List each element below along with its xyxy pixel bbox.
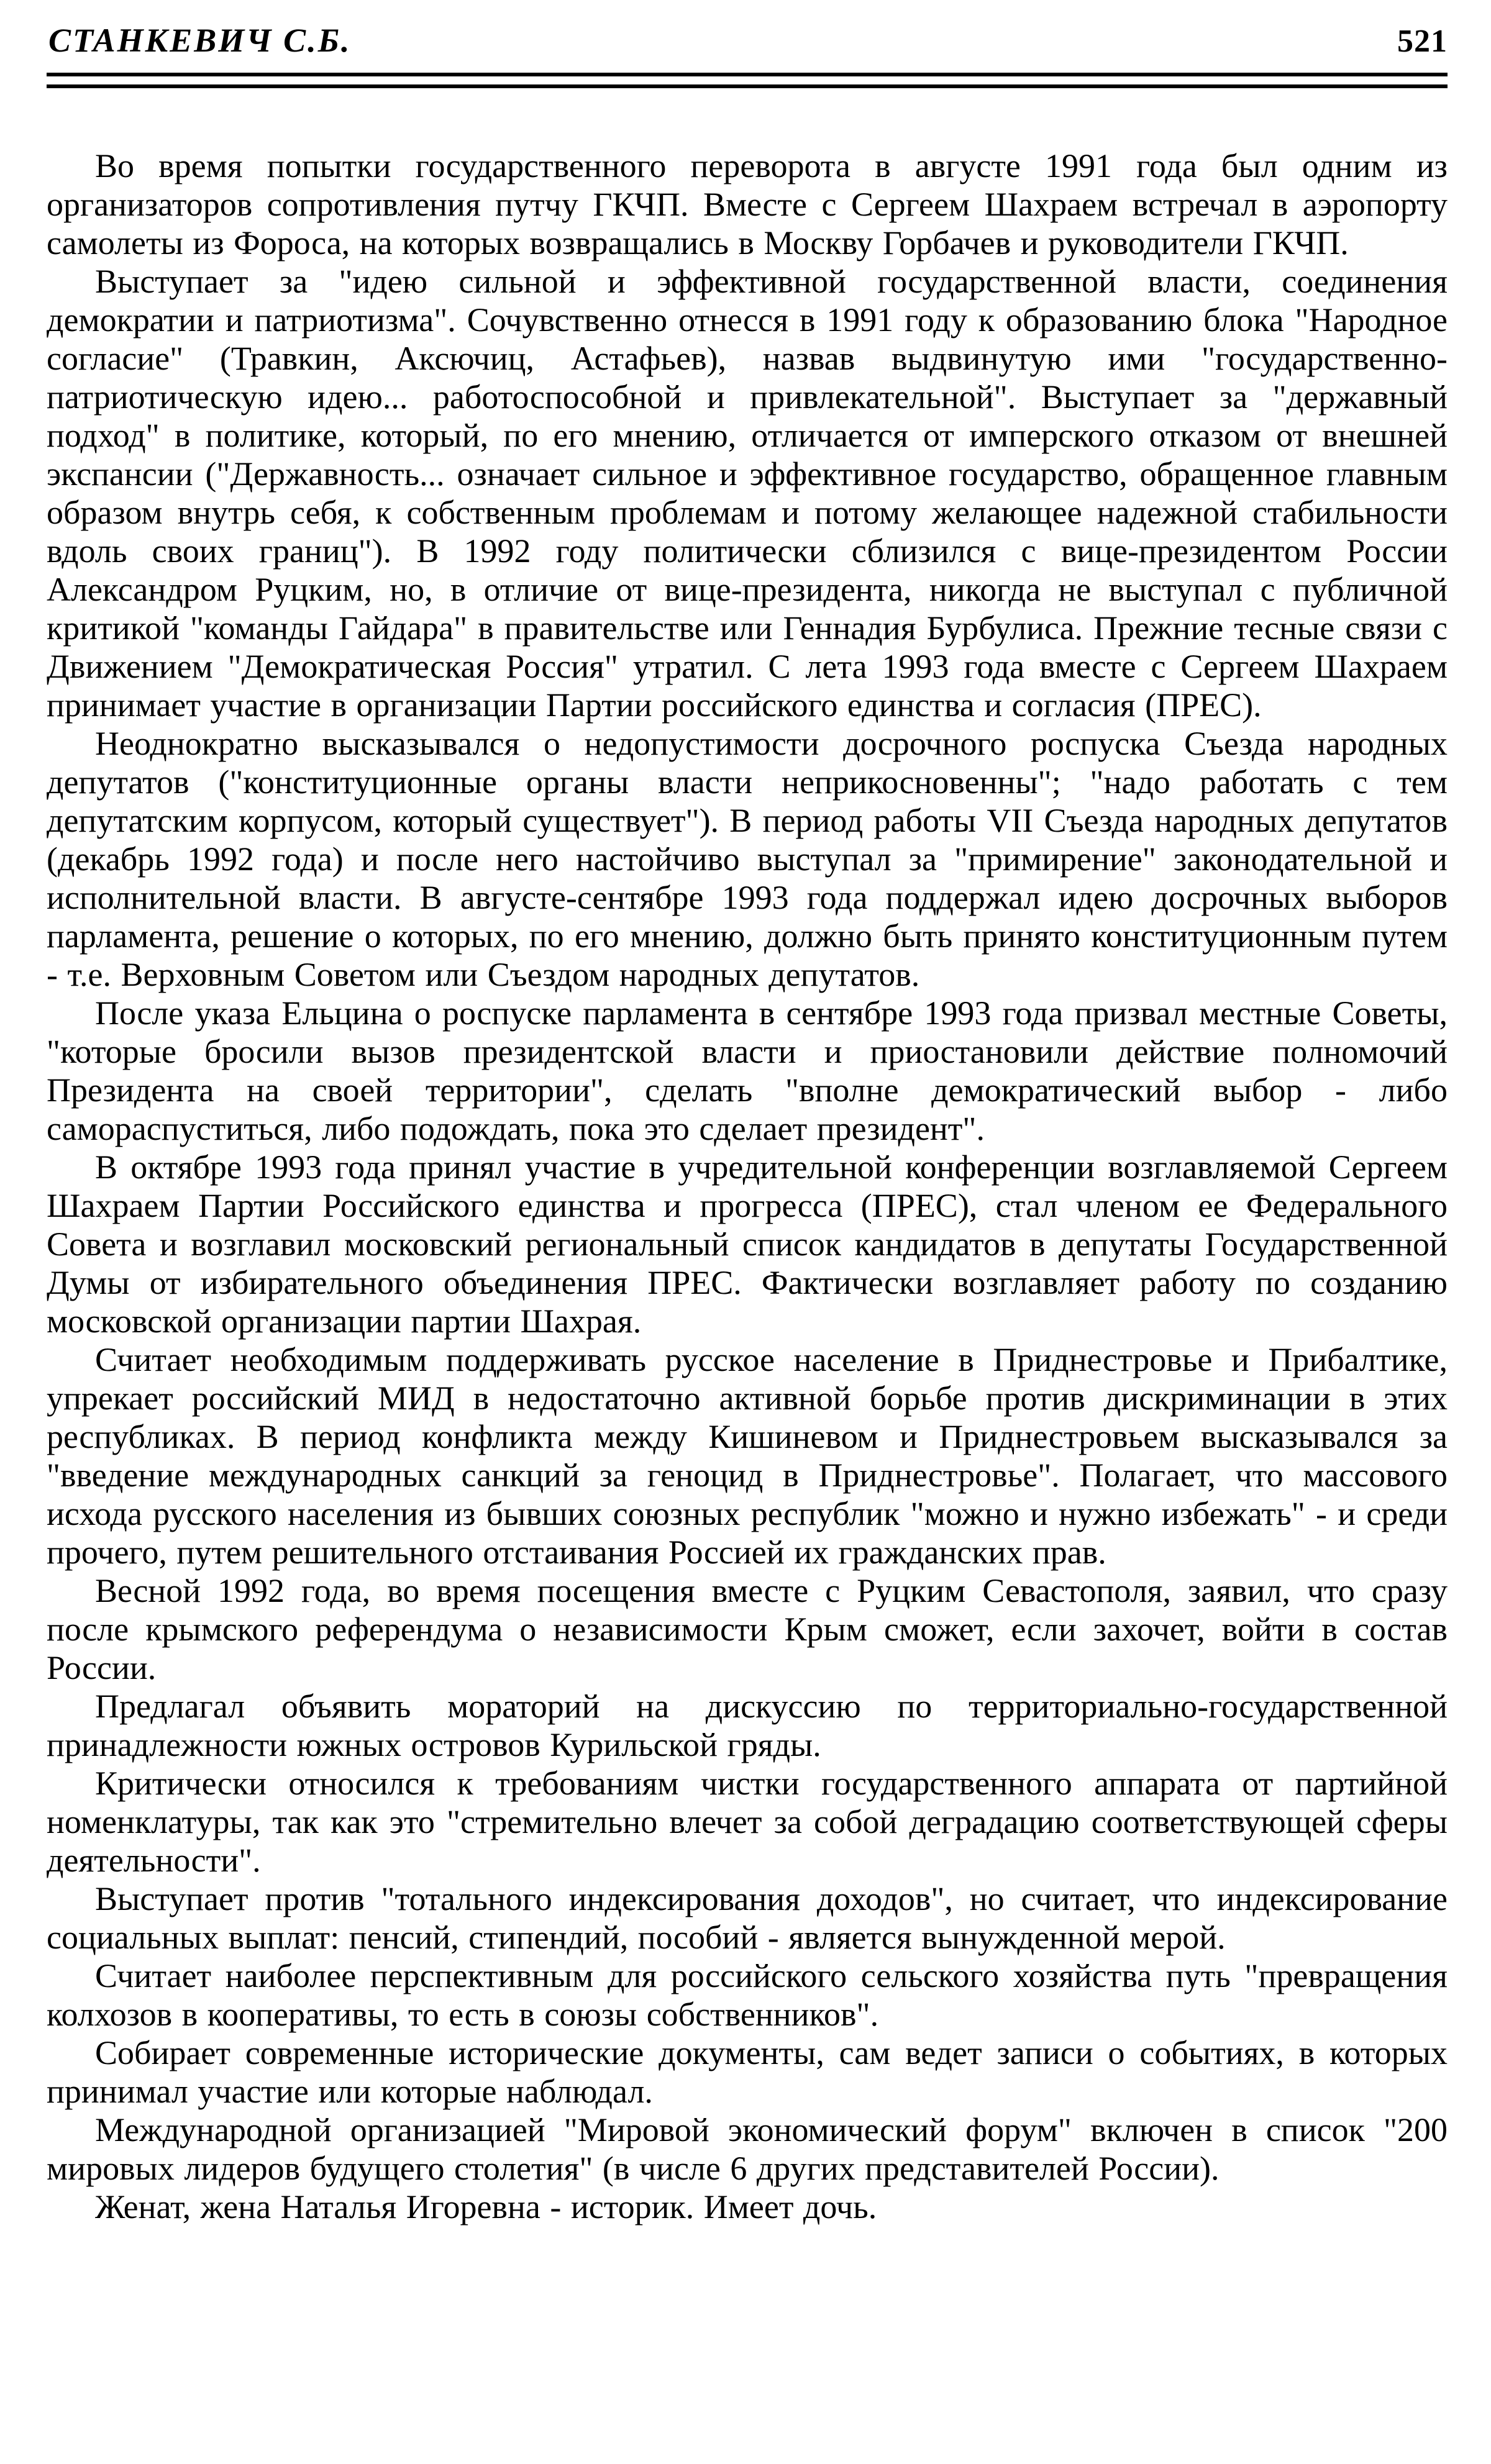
paragraph: Считает наиболее перспективным для российского сельского хозяйства путь "превращения колхозов в кооперативы, то есть в союзы собственников". bbox=[47, 1957, 1448, 2033]
paragraph: Предлагал объявить мораторий на дискуссию по территориально-государственной принадлежности южных островов Курильской гряды. bbox=[47, 1688, 1448, 1763]
paragraph: Во время попытки государственного переворота в августе 1991 года был одним из организаторов сопротивления путчу ГКЧП. Вместе с Сергеем Шахраем встречал в аэропорту самолеты из Фороса, на которых возвращались в Москву Горбачев и руководители ГКЧП. bbox=[47, 147, 1448, 261]
running-head bbox=[48, 21, 1448, 60]
paragraph: После указа Ельцина о роспуске парламента в сентябре 1993 года призвал местные Советы, "которые бросили вызов президентской власти и приостановили действие полномочий Президента на своей территории", сделать "вполне демократический выбор - либо самораспуститься, либо подождать, пока это сделает президент". bbox=[47, 994, 1448, 1147]
paragraph: Выступает за "идею сильной и эффективной государственной власти, соединения демократии и патриотизма". Сочувственно отнесся в 1991 году к образованию блока "Народное согласие" (Травкин, Аксючиц, Астафьев), назвав выдвинутую ими "государственно-патриотическую идею... работоспособной и привлекательной". Выступает за "державный подход" в политике, который, по его мнению, отличается от имперского отказом от внешней экспансии ("Державность... означает сильное и эффективное государство, обращенное главным образом внутрь себя, к собственным проблемам и потому желающее надежной стабильности вдоль своих границ"). В 1992 году политически сблизился с вице-президентом России Александром Руцким, но, в отличие от вице-президента, никогда не выступал с публичной критикой "команды Гайдара" в правительстве или Геннадия Бурбулиса. Прежние тесные связи с Движением "Демократическая Россия" утратил. С лета 1993 года вместе с Сергеем Шахраем принимает участие в организации Партии российского единства и согласия (ПРЕС). bbox=[47, 263, 1448, 724]
paragraph: Международной организацией "Мировой экономический форум" включен в список "200 мировых лидеров будущего столетия" (в числе 6 других представителей России). bbox=[47, 2111, 1448, 2187]
paragraph: Выступает против "тотального индексирования доходов", но считает, что индексирование социальных выплат: пенсий, стипендий, пособий - является вынужденной мерой. bbox=[47, 1880, 1448, 1956]
body-text bbox=[47, 147, 1448, 2226]
paragraph: Критически относился к требованиям чистки государственного аппарата от партийной номенклатуры, так как это "стремительно влечет за собой деградацию соответствующей сферы деятельности". bbox=[47, 1765, 1448, 1879]
paragraphs bbox=[47, 147, 1448, 2226]
running-title: СТАНКЕВИЧ С.Б. bbox=[48, 22, 352, 59]
paragraph: Весной 1992 года, во время посещения вместе с Руцким Севастополя, заявил, что сразу после крымского референдума о независимости Крым сможет, если захочет, войти в состав России. bbox=[47, 1572, 1448, 1686]
paragraph: Неоднократно высказывался о недопустимости досрочного роспуска Съезда народных депутатов ("конституционные органы власти неприкосновенны"; "надо работать с тем депутатским корпусом, который существует"). В период работы VII Съезда народных депутатов (декабрь 1992 года) и после него настойчиво выступал за "примирение" законодательной и исполнительной власти. В августе-сентябре 1993 года поддержал идею досрочных выборов парламента, решение о которых, по его мнению, должно быть принято конституционным путем - т.е. Верховным Советом или Съездом народных депутатов. bbox=[47, 725, 1448, 993]
paragraph: В октябре 1993 года принял участие в учредительной конференции возглавляемой Сергеем Шахраем Партии Российского единства и прогресса (ПРЕС), стал членом ее Федерального Совета и возглавил московский региональный список кандидатов в депутаты Государственной Думы от избирательного объединения ПРЕС. Фактически возглавляет работу по созданию московской организации партии Шахрая. bbox=[47, 1148, 1448, 1340]
double-rule bbox=[47, 73, 1448, 88]
paragraph: Женат, жена Наталья Игоревна - историк. Имеет дочь. bbox=[95, 2188, 877, 2225]
page-number: 521 bbox=[1397, 24, 1448, 59]
paragraph: Собирает современные исторические документы, сам ведет записи о событиях, в которых принимал участие или которые наблюдал. bbox=[47, 2034, 1448, 2110]
paragraph: Считает необходимым поддерживать русское население в Приднестровье и Прибалтике, упрекает российский МИД в недостаточно активной борьбе против дискриминации в этих республиках. В период конфликта между Кишиневом и Приднестровьем высказывался за "введение международных санкций за геноцид в Приднестровье". Полагает, что массового исхода русского населения из бывших союзных республик "можно и нужно избежать" - и среди прочего, путем решительного отстаивания Россией их гражданских прав. bbox=[47, 1341, 1448, 1571]
